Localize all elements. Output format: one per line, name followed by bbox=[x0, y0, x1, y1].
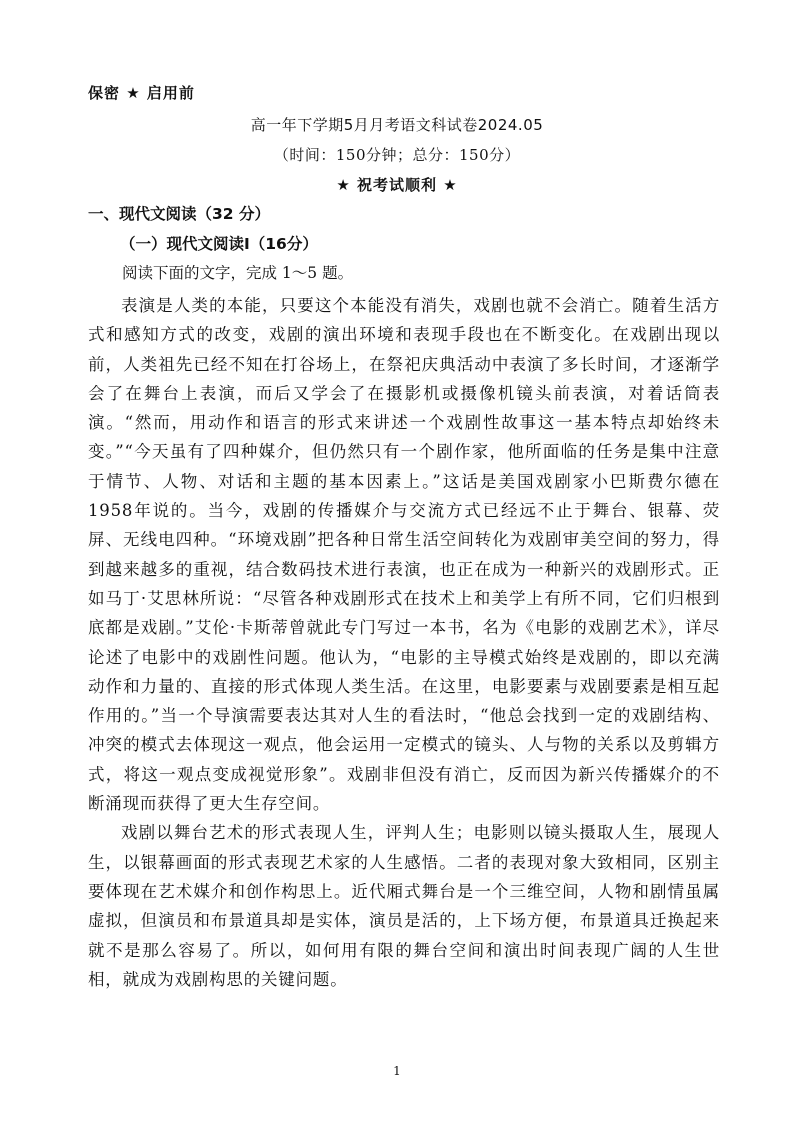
passage-paragraph-2: 戏剧以舞台艺术的形式表现人生，评判人生；电影则以镜头摄取人生，展现人生，以银幕画面的形式表现艺术家的人生感悟。二者的表现对象大致相同，区别主要体现在艺术媒介和创作构思上。近代厢式舞台是一个三维空间，人物和剧情虽属虚拟，但演员和布景道具却是实体，演员是活的，上下场方便，布景道具迁换起来就不是那么容易了。所以，如何用有限的舞台空间和演出时间表现广阔的人生世相，就成为戏剧构思的关键问题。 bbox=[88, 823, 720, 989]
reading-instruction: 阅读下面的文字，完成 1～5 题。 bbox=[122, 264, 354, 282]
passage-paragraph-1: 表演是人类的本能，只要这个本能没有消失，戏剧也就不会消亡。随着生活方式和感知方式的改变，戏剧的演出环境和表现手段也在不断变化。在戏剧出现以前，人类祖先已经不知在打谷场上，在祭祀庆典活动中表演了多长时间，才逐渐学会了在舞台上表演，而后又学会了在摄影机或摄像机镜头前表演，对着话筒表演。“然而，用动作和语言的形式来讲述一个戏剧性故事这一基本特点却始终未变。”“今天虽有了四种媒介，但仍然只有一个剧作家，他所面临的任务是集中注意于情节、人物、对话和主题的基本因素上。”这话是美国戏剧家小巴斯费尔德在1958年说的。当今，戏剧的传播媒介与交流方式已经远不止于舞台、银幕、荧屏、无线电四种。“环境戏剧”把各种日常生活空间转化为戏剧审美空间的努力，得到越来越多的重视，结合数码技术进行表演，也正在成为一种新兴的戏剧形式。正如马丁·艾思林所说：“尽管各种戏剧形式在技术上和美学上有所不同，它们归根到底都是戏剧。”艾伦·卡斯蒂曾就此专门写过一本书，名为《电影的戏剧艺术》，详尽论述了电影中的戏剧性问题。他认为，“电影的主导模式始终是戏剧的，即以充满动作和力量的、直接的形式体现人类生活。在这里，电影要素与戏剧要素是相互起作用的。”当一个导演需要表达其对人生的看法时，“他总会找到一定的戏剧结构、冲突的模式去体现这一观点，他会运用一定模式的镜头、人与物的关系以及剪辑方式，将这一观点变成视觉形象”。戏剧非但没有消亡，反而因为新兴传播媒介的不断涌现而获得了更大生存空间。 bbox=[88, 296, 720, 814]
section-heading: 一、现代文阅读（32 分） bbox=[88, 205, 270, 223]
subsection-heading: （一）现代文阅读Ⅰ（16分） bbox=[120, 235, 318, 253]
page-number: 1 bbox=[393, 1064, 401, 1078]
time-info: （时间：150分钟；总分：150分） bbox=[273, 146, 521, 164]
good-luck-line: ★ 祝考试顺利 ★ bbox=[336, 176, 458, 194]
confidential-label: 保密 ★ 启用前 bbox=[88, 84, 195, 102]
exam-title: 高一年下学期5月月考语文科试卷2024.05 bbox=[250, 116, 544, 134]
reading-passage bbox=[88, 291, 720, 994]
